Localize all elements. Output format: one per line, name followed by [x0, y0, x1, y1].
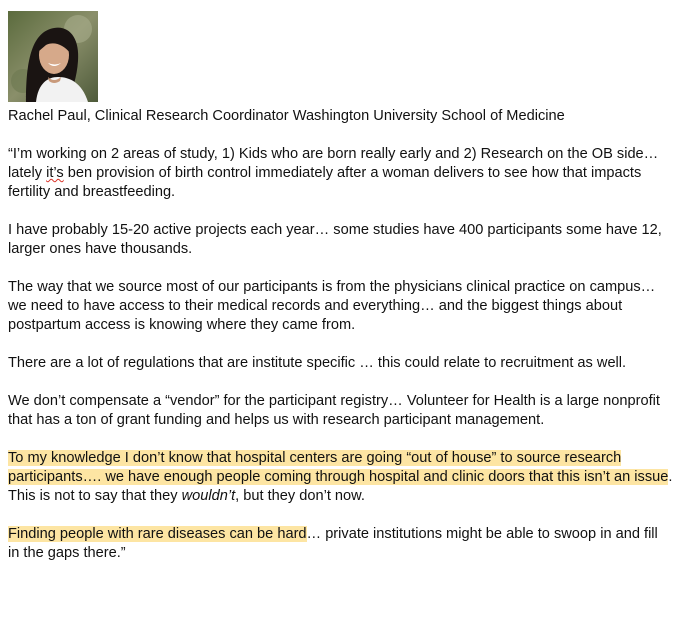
quote-text: … private institutions might be able to swoop in and fill in the gaps there.”	[8, 526, 658, 561]
quote-text: ben provision of birth control immediately after a woman delivers to see how that impacts fertility and breastfeeding.	[8, 165, 642, 200]
document-body	[8, 107, 673, 582]
person-caption: Rachel Paul, Clinical Research Coordinator Washington University School of Medicine	[8, 108, 565, 124]
quote-paragraph-1	[8, 145, 673, 202]
quote-paragraph-3: The way that we source most of our participants is from the physicians clinical practice on campus… we need to have access to their medical records and everything… and the biggest things about postpartum access is knowing where they came from.	[8, 279, 656, 333]
quote-text: . This is not to say that they	[8, 469, 673, 504]
quote-text: “I’m working on 2 areas of study, 1) Kids who are born really early and 2) Research on the OB side… lately	[8, 146, 659, 181]
quote-paragraph-6	[8, 449, 673, 506]
quote-paragraph-7	[8, 525, 673, 563]
highlighted-text: Finding people with rare diseases can be hard	[8, 526, 307, 542]
quote-paragraph-4: There are a lot of regulations that are institute specific … this could relate to recruitment as well.	[8, 355, 627, 371]
quote-text: , but they don’t now.	[235, 488, 365, 504]
quote-paragraph-2: I have probably 15-20 active projects each year… some studies have 400 participants some have 12, larger ones have thousands.	[8, 222, 662, 257]
highlighted-text: To my knowledge I don’t know that hospital centers are going “out of house” to source research participants…. we have enough people coming through hospital and clinic doors that this isn’t an issue	[8, 450, 669, 485]
emphasized-text: wouldn’t	[181, 488, 236, 504]
quote-paragraph-5: We don’t compensate a “vendor” for the participant registry… Volunteer for Health is a large nonprofit that has a ton of grant funding and helps us with research participant management.	[8, 393, 660, 428]
spellcheck-flagged-word[interactable]: it’s	[46, 165, 64, 181]
profile-photo	[8, 11, 98, 102]
person-portrait-image	[8, 11, 98, 102]
